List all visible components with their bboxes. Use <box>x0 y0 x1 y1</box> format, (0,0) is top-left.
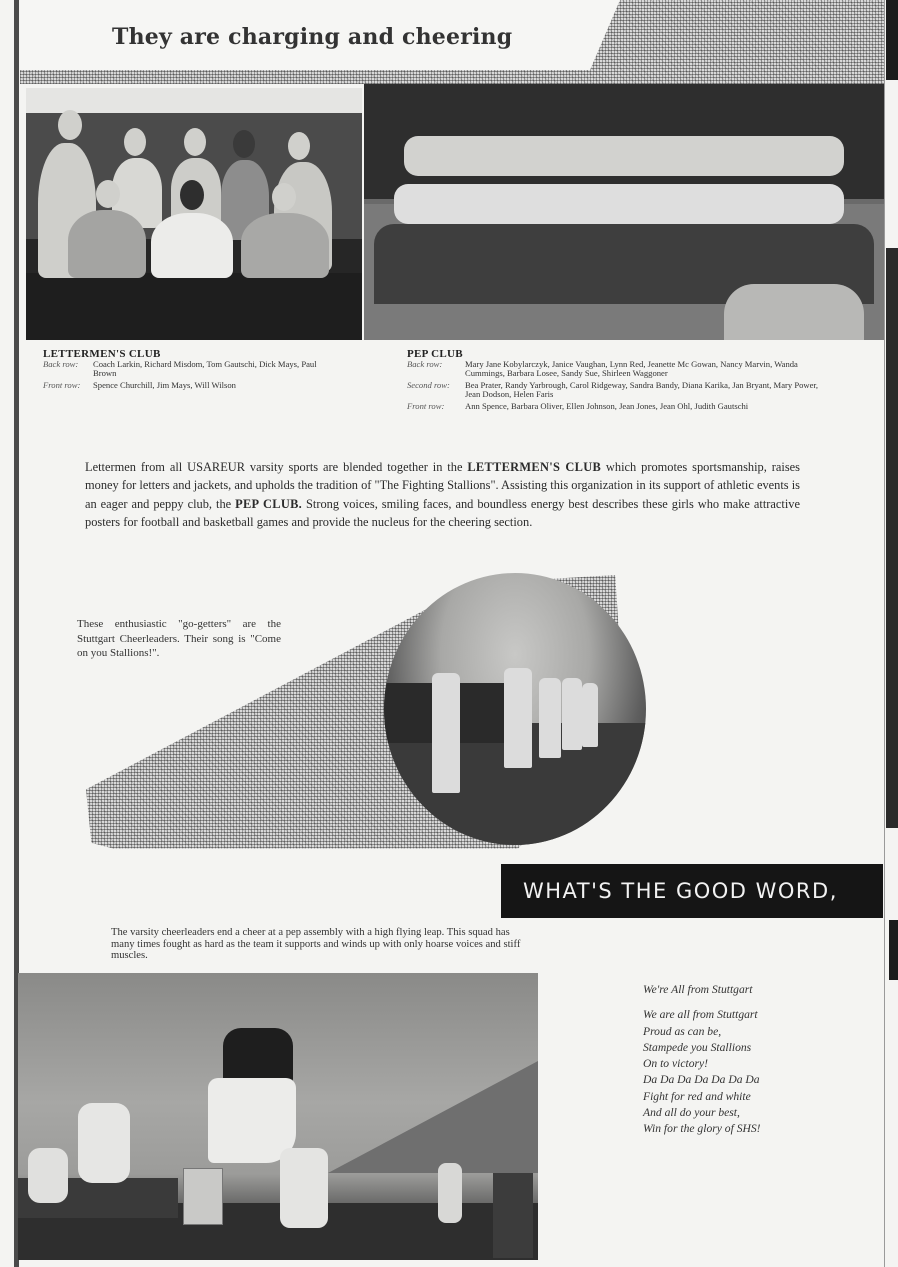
caption-row <box>43 360 333 378</box>
body-text: Strong voices, smiling faces, and boundless energy best describes these girls who make attractive posters for football and basketball games and provide the nucleus for the cheering section. <box>85 496 800 530</box>
body-text: which promotes sportsmanship, raises money for letters and jackets, and upholds the tradition of "The Fighting Stallions". Assisting this organization in its support of athletic events is an eager and peppy club, the <box>85 460 800 511</box>
person-head <box>288 132 310 160</box>
song-line: Proud as can be, <box>643 1024 722 1038</box>
song-line: Win for the glory of SHS! <box>643 1122 761 1136</box>
pompom-pile <box>724 284 864 340</box>
row-label: Front row: <box>407 401 445 411</box>
song-line: Fight for red and white <box>643 1089 751 1103</box>
person-head <box>180 180 204 210</box>
cheerleader <box>582 683 598 747</box>
jumper <box>438 1163 462 1223</box>
person-head <box>124 128 146 156</box>
row-label: Front row: <box>43 380 81 390</box>
person <box>68 210 146 278</box>
caption-row <box>407 402 821 411</box>
row-names: Bea Prater, Randy Yarbrough, Carol Ridgeway, Sandra Bandy, Diana Karika, Jan Bryant, Mary Power, Jean Dodson, Helen Faris <box>465 380 819 399</box>
varsity-caption: The varsity cheerleaders end a cheer at a pep assembly with a high flying leap. This squad has many times fought as hard as the team it supports and winds up with only hoarse voices and stiff muscles. <box>111 927 521 961</box>
gym-door <box>183 1168 223 1225</box>
jumper <box>28 1148 68 1203</box>
caption-row <box>43 381 333 390</box>
back-row-shirts <box>404 136 844 176</box>
row-names: Ann Spence, Barbara Oliver, Ellen Johnson, Jean Jones, Jean Ohl, Judith Gautschi <box>465 401 749 411</box>
row-label: Back row: <box>43 359 79 369</box>
song-line: We are all from Stuttgart <box>643 1008 758 1022</box>
next-page-edge <box>886 248 898 828</box>
jumper <box>78 1103 130 1183</box>
row-names: Spence Churchill, Jim Mays, Will Wilson <box>93 380 236 390</box>
caption-row <box>407 381 821 399</box>
song-title: We're All from Stuttgart <box>643 983 753 996</box>
person <box>241 213 329 278</box>
cheerleader <box>504 668 532 768</box>
pep-caption-heading: PEP CLUB <box>407 348 463 360</box>
body-bold-lettermen: LETTERMEN'S CLUB <box>467 460 602 474</box>
cheerleaders-circle-photo <box>384 573 646 845</box>
lettermen-caption-heading: LETTERMEN'S CLUB <box>43 348 161 360</box>
desk <box>26 273 362 340</box>
second-row-shirts <box>394 184 844 224</box>
varsity-cheerleaders-leap-photo <box>18 973 538 1260</box>
song-line: Da Da Da Da Da Da Da <box>643 1073 760 1087</box>
cheerleader <box>539 678 561 758</box>
lettermen-caption <box>43 348 333 390</box>
next-page-edge <box>889 920 898 980</box>
row-label: Second row: <box>407 380 450 390</box>
pep-caption <box>407 348 821 411</box>
standing-men <box>493 1173 533 1258</box>
row-names: Mary Jane Kobylarczyk, Janice Vaughan, Lynn Red, Jeanette Mc Gowan, Nancy Marvin, Wanda Cummings, Barbara Losee, Sandy Sue, Shirleen Waggoner <box>465 359 798 378</box>
page-edge <box>884 0 885 1267</box>
lettermen-club-photo <box>26 88 362 340</box>
person-head <box>96 180 120 208</box>
body-paragraph <box>85 458 800 532</box>
person-head <box>58 110 82 140</box>
person-head <box>272 183 296 211</box>
song-line: Stampede you Stallions <box>643 1040 752 1054</box>
row-label: Back row: <box>407 359 443 369</box>
body-text: Lettermen from all USAREUR varsity sports are blended together in the <box>85 460 468 474</box>
person-head <box>184 128 206 156</box>
jumper-top <box>223 1028 293 1083</box>
jumper <box>280 1148 328 1228</box>
cheerleader <box>432 673 460 793</box>
body-bold-pep: PEP CLUB. <box>235 496 303 511</box>
page-title: They are charging and cheering <box>112 24 513 50</box>
bleachers <box>328 1033 538 1173</box>
caption-row <box>407 360 821 378</box>
row-names: Coach Larkin, Richard Misdom, Tom Gautschi, Dick Mays, Paul Brown <box>93 359 317 378</box>
song-line: On to victory! <box>643 1057 709 1071</box>
cheerleader <box>562 678 582 750</box>
fight-song <box>643 982 843 1138</box>
person-head <box>233 130 255 158</box>
next-page-edge <box>886 0 898 80</box>
pep-club-photo <box>364 84 884 340</box>
cheerleaders-caption: These enthusiastic "go-getters" are the Stuttgart Cheerleaders. Their song is "Come on you Stallions!". <box>77 618 281 659</box>
good-word-banner: WHAT'S THE GOOD WORD, <box>501 864 883 918</box>
person <box>151 213 233 278</box>
song-line: And all do your best, <box>643 1106 740 1120</box>
